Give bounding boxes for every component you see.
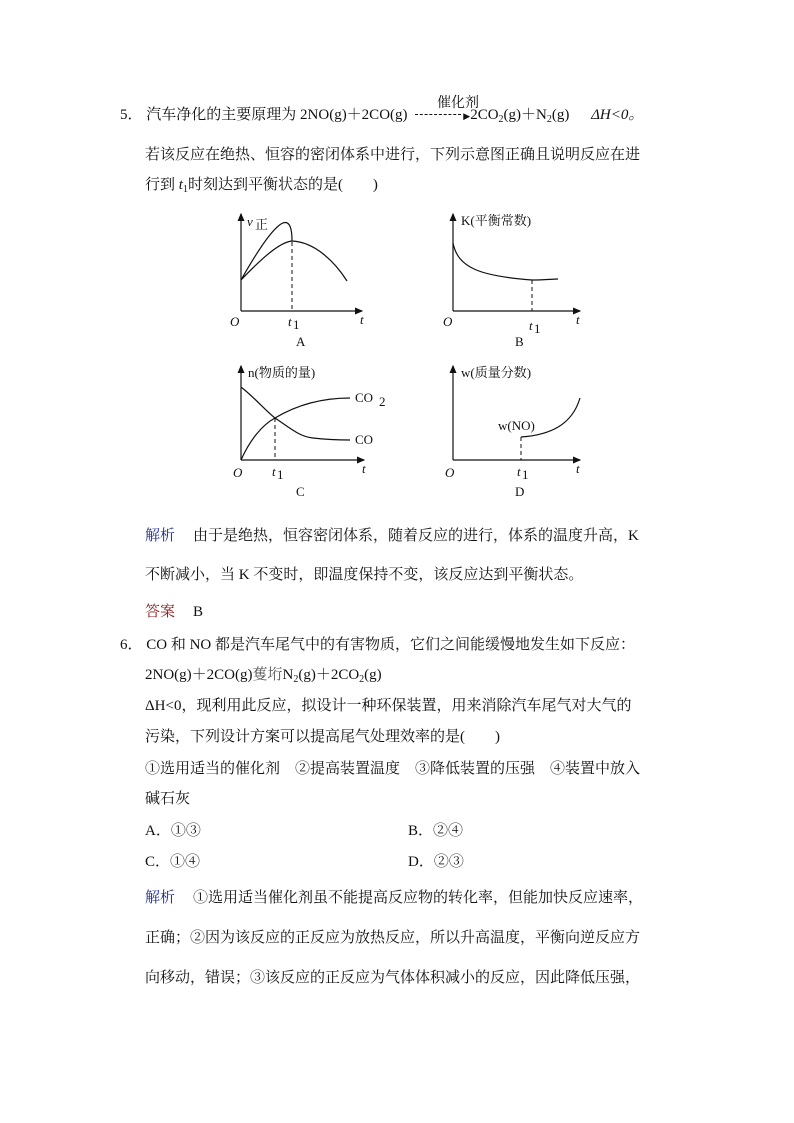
co2-label: CO [355,390,374,405]
caption: A [296,334,306,349]
q6-stem-line6: 碱石灰 [145,791,191,807]
y-label: K(平衡常数) [461,213,532,228]
svg-text:1: 1 [293,317,300,332]
svg-text:1: 1 [522,467,529,482]
q5-catalyst: 催化剂 [437,96,479,111]
q6-equation: 2NO(g)＋2CO(g)蒦垳$N_2(g)+2CO_2(g)$ [145,667,382,685]
origin-label: O [230,314,240,329]
svg-text:t: t [529,318,533,333]
graph-d [445,365,580,499]
q5-stem-line1: 5． 汽车净化的主要原理为 2NO(g)＋2CO(g) $▶2CO_2(g)+N_2(g)$ ΔH<0。 [120,107,644,125]
q6-stem-line5: ①选用适当的催化剂 ②提高装置温度 ③降低装置的压强 ④装置中放入 [145,761,641,777]
q6-analysis-label: 解析 [145,890,176,906]
q5-stem-line2: 若该反应在绝热、恒容的密闭体系中进行，下列示意图正确且说明反应在进 [145,147,641,163]
svg-text:t: t [272,464,276,479]
q5-equation-left: 2NO(g)＋2CO(g) [300,107,408,123]
svg-text:O: O [445,465,455,480]
q6-option-c[interactable]: C．①④ [145,854,201,870]
svg-text:t: t [576,312,580,327]
y-label: v [247,214,253,229]
q6-stem-line3: ΔH<0，现利用此反应，拟设计一种环保装置，用来消除汽车尾气对大气的 [145,698,632,714]
q5-stem-prefix: 汽车净化的主要原理为 [146,107,297,123]
q5-answer-label: 答案 [145,604,176,620]
q5-delta-h: ΔH<0。 [591,107,644,123]
svg-text:正: 正 [255,217,269,232]
x-label: t [360,312,364,327]
q6-option-d[interactable]: D．②③ [408,854,464,870]
svg-text:t: t [517,464,521,479]
q5-analysis-label: 解析 [145,528,176,544]
q6-analysis-line1: 解析 ①选用适当催化剂虽不能提高反应物的转化率，但能加快反应速率， [145,890,644,906]
svg-text:t: t [362,461,366,476]
q6-option-a[interactable]: A．①③ [145,823,201,839]
svg-text:1: 1 [534,321,541,336]
svg-text:B: B [515,334,524,349]
y-label: n(物质的量) [248,365,316,380]
svg-text:C: C [296,484,305,499]
q5-analysis-line2: 不断减小，当 K 不变时，即温度保持不变，该反应达到平衡状态。 [145,567,584,583]
svg-text:O: O [443,314,453,329]
t1-label: t [288,314,292,329]
q5-stem-line3: 行到 $t_1$时刻达到平衡状态的是( ) [145,177,378,195]
q5-answer-value: B [193,604,204,620]
co2-curve [241,398,350,460]
svg-text:t: t [576,461,580,476]
q6-analysis-line2: 正确；②因为该反应的正反应为放热反应，所以升高温度，平衡向逆反应方 [145,930,641,946]
q6-stem-line1: 6． CO 和 NO 都是汽车尾气中的有害物质，它们之间能缓慢地发生如下反应： [120,637,636,653]
q5-analysis-line1: 解析 由于是绝热，恒容密闭体系，随着反应的进行，体系的温度升高，K [145,528,639,544]
y-label: w(质量分数) [461,365,532,380]
svg-text:D: D [515,484,525,499]
k-curve [453,243,558,280]
q6-number: 6． [120,637,143,653]
arrow-head-icon: ▶ [463,111,471,121]
graph-c [233,365,386,499]
graph-a [230,214,364,349]
svg-text:2: 2 [379,394,386,409]
svg-text:1: 1 [277,467,284,482]
q6-stem-line4: 污染，下列设计方案可以提高尾气处理效率的是( ) [145,729,500,745]
graph-b [443,213,580,349]
q5-number: 5． [120,107,143,123]
q6-option-b[interactable]: B．②④ [408,823,464,839]
svg-text:O: O [233,465,243,480]
q6-analysis-line3: 向移动，错误；③该反应的正反应为气体体积减小的反应，因此降低压强， [145,970,641,986]
w-no-label: w(NO) [498,418,535,433]
co-label: CO [355,432,374,447]
q5-answer [145,603,203,621]
